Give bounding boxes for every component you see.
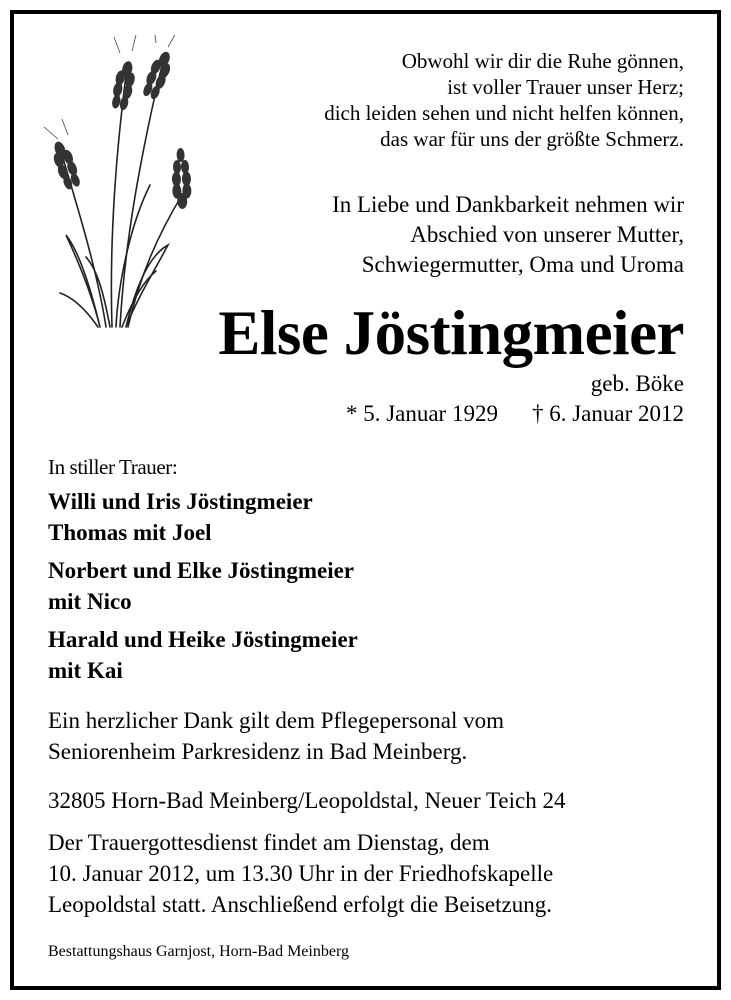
life-dates <box>346 399 684 429</box>
thanks-note <box>48 705 504 767</box>
family-list <box>48 486 358 693</box>
family-line: Thomas mit Joel <box>48 520 212 545</box>
family-group <box>48 624 358 686</box>
death-date: † 6. Januar 2012 <box>531 401 684 426</box>
address: 32805 Horn-Bad Meinberg/Leopoldstal, Neuer Teich 24 <box>48 788 566 813</box>
family-group <box>48 555 358 617</box>
funeral-service-info <box>48 827 553 920</box>
poem-line: ist voller Trauer unser Herz; <box>447 75 684 99</box>
thanks-line: Seniorenheim Parkresidenz in Bad Meinberg. <box>48 739 468 764</box>
service-line: Der Trauergottesdienst findet am Dienstag, dem <box>48 830 490 855</box>
service-line: 10. Januar 2012, um 13.30 Uhr in der Friedhofskapelle <box>48 861 554 886</box>
poem <box>224 48 684 152</box>
family-group <box>48 486 358 548</box>
wheat-ears-icon <box>40 35 210 330</box>
farewell-line: Schwiegermutter, Oma und Uroma <box>361 252 684 277</box>
farewell-text <box>224 190 684 280</box>
family-line: Norbert und Elke Jöstingmeier <box>48 558 355 583</box>
family-line: Harald und Heike Jöstingmeier <box>48 627 358 652</box>
farewell-line: Abschied von unserer Mutter, <box>410 222 684 247</box>
poem-line: dich leiden sehen und nicht helfen können, <box>324 101 684 125</box>
family-line: mit Nico <box>48 589 132 614</box>
mourning-label: In stiller Trauer: <box>48 455 178 479</box>
poem-line: Obwohl wir dir die Ruhe gönnen, <box>401 49 684 73</box>
family-line: mit Kai <box>48 658 123 683</box>
poem-line: das war für uns der größte Schmerz. <box>380 127 684 151</box>
thanks-line: Ein herzlicher Dank gilt dem Pflegepersonal vom <box>48 708 505 733</box>
service-line: Leopoldstal statt. Anschließend erfolgt die Beisetzung. <box>48 892 552 917</box>
farewell-line: In Liebe und Dankbarkeit nehmen wir <box>332 192 684 217</box>
deceased-name: Else Jöstingmeier <box>218 298 684 368</box>
maiden-name: geb. Böke <box>590 371 684 396</box>
family-line: Willi und Iris Jöstingmeier <box>48 489 313 514</box>
birth-date: * 5. Januar 1929 <box>345 401 498 426</box>
undertaker: Bestattungshaus Garnjost, Horn-Bad Meinberg <box>48 943 349 960</box>
